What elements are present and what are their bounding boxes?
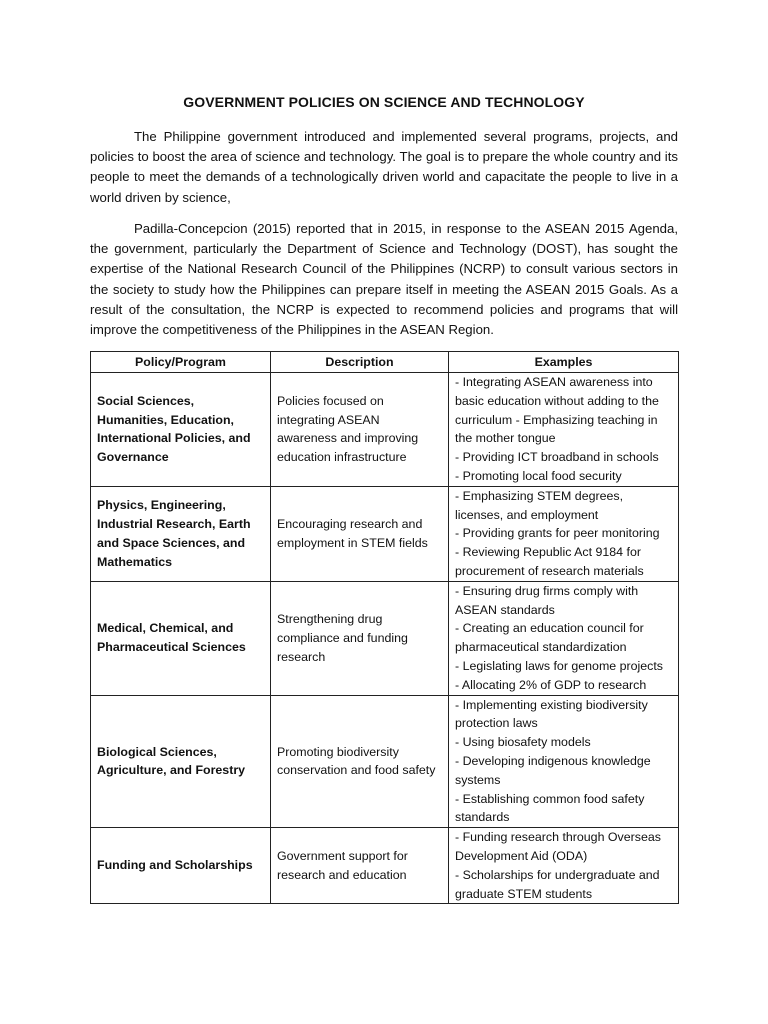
policy-cell: Medical, Chemical, and Pharmaceutical Sciences bbox=[91, 581, 271, 695]
policy-cell: Social Sciences, Humanities, Education, International Policies, and Governance bbox=[91, 373, 271, 487]
example-item: - Allocating 2% of GDP to research bbox=[455, 677, 647, 692]
header-policy-program: Policy/Program bbox=[91, 352, 271, 373]
example-item: - Implementing existing biodiversity protection laws bbox=[455, 697, 648, 731]
header-examples: Examples bbox=[449, 352, 679, 373]
description-cell: Promoting biodiversity conservation and food safety bbox=[271, 695, 449, 828]
examples-cell bbox=[449, 828, 679, 904]
description-cell: Policies focused on integrating ASEAN awareness and improving education infrastructure bbox=[271, 373, 449, 487]
document-title: GOVERNMENT POLICIES ON SCIENCE AND TECHNOLOGY bbox=[183, 94, 585, 110]
policy-cell: Funding and Scholarships bbox=[91, 828, 271, 904]
table-row bbox=[91, 695, 679, 828]
example-item: - Funding research through Overseas Development Aid (ODA) bbox=[455, 830, 661, 863]
intro-paragraph: The Philippine government introduced and implemented several programs, projects, and policies to boost the area of science and technology. The goal is to prepare the whole country and its people to meet the demands of a technologically driven world and capacitate the people to live in a world driven by science, bbox=[90, 129, 678, 205]
table-row bbox=[91, 581, 679, 695]
examples-cell bbox=[449, 373, 679, 487]
description-cell: Encouraging research and employment in STEM fields bbox=[271, 486, 449, 581]
table-row bbox=[91, 486, 679, 581]
examples-cell bbox=[449, 486, 679, 581]
table-header-row bbox=[91, 352, 679, 373]
examples-cell bbox=[449, 581, 679, 695]
example-item: - Providing grants for peer monitoring bbox=[455, 526, 660, 541]
description-cell: Strengthening drug compliance and funding research bbox=[271, 581, 449, 695]
example-item: - Scholarships for undergraduate and graduate STEM students bbox=[455, 867, 660, 901]
example-item: - Integrating ASEAN awareness into basic education without adding to the curriculum - Emphasizing teaching in the mother tongue bbox=[455, 375, 659, 446]
policy-cell: Physics, Engineering, Industrial Research, Earth and Space Sciences, and Mathematics bbox=[91, 486, 271, 581]
policy-table bbox=[90, 351, 679, 904]
table-row bbox=[91, 828, 679, 904]
example-item: - Emphasizing STEM degrees, licenses, and employment bbox=[455, 488, 624, 522]
table-row bbox=[91, 373, 679, 487]
consultation-paragraph: Padilla-Concepcion (2015) reported that in 2015, in response to the ASEAN 2015 Agenda, the government, particularly the Department of Science and Technology (DOST), has sought the expertise of the National Research Council of the Philippines (NCRP) to consult various sectors in the society to study how the Philippines can prepare itself in meeting the ASEAN 2015 Goals. As a result of the consultation, the NCRP is expected to recommend policies and programs that will improve the competitiveness of the Philippines in the ASEAN Region. bbox=[90, 221, 678, 338]
example-item: - Ensuring drug firms comply with ASEAN standards bbox=[455, 583, 639, 617]
example-item: - Establishing common food safety standards bbox=[455, 791, 645, 825]
example-item: - Providing ICT broadband in schools bbox=[455, 450, 659, 465]
example-item: - Developing indigenous knowledge systems bbox=[455, 753, 651, 787]
policy-cell: Biological Sciences, Agriculture, and Forestry bbox=[91, 695, 271, 828]
example-item: - Promoting local food security bbox=[455, 468, 622, 483]
example-item: - Legislating laws for genome projects bbox=[455, 658, 663, 673]
description-cell: Government support for research and education bbox=[271, 828, 449, 904]
example-item: - Creating an education council for pharmaceutical standardization bbox=[455, 621, 644, 655]
example-item: - Reviewing Republic Act 9184 for procurement of research materials bbox=[455, 545, 644, 578]
examples-cell bbox=[449, 695, 679, 828]
example-item: - Using biosafety models bbox=[455, 735, 591, 750]
header-description: Description bbox=[271, 352, 449, 373]
